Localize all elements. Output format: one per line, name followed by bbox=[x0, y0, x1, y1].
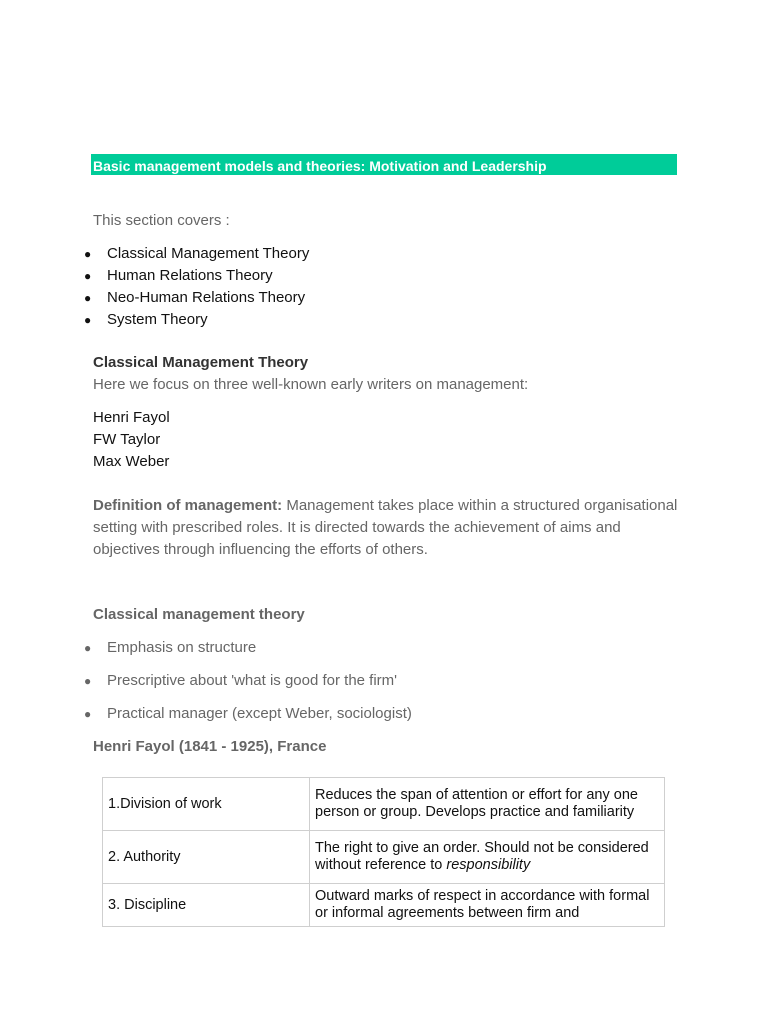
covers-list bbox=[0, 243, 309, 331]
classical-heading: Classical Management Theory bbox=[93, 354, 309, 371]
fayol-heading: Henri Fayol (1841 - 1925), France bbox=[93, 738, 327, 755]
fayol-principles-table bbox=[102, 777, 665, 927]
writer-name: Max Weber bbox=[93, 453, 170, 470]
definition-paragraph bbox=[93, 495, 683, 561]
list-item: ● Classical Management Theory bbox=[0, 243, 309, 265]
principle-cell: 1.Division of work bbox=[103, 778, 310, 831]
definition-label: Definition of management: bbox=[93, 497, 283, 514]
bullet-icon: ● bbox=[84, 641, 92, 655]
banner-title: Basic management models and theories: Motivation and Leadership bbox=[93, 158, 547, 174]
table-row bbox=[103, 778, 665, 831]
bullet-icon: ● bbox=[84, 674, 92, 688]
section-banner bbox=[91, 154, 677, 175]
principle-cell: 2. Authority bbox=[103, 831, 310, 884]
table-row bbox=[103, 884, 665, 927]
bullet-icon: ● bbox=[84, 707, 92, 721]
bullet-icon: ● bbox=[84, 247, 92, 261]
bullet-icon: ● bbox=[84, 269, 92, 283]
description-cell: The right to give an order. Should not be considered without reference to responsibility bbox=[310, 831, 665, 884]
document-page: Basic management models and theories: Motivation and Leadership This section covers : ● Classical Management Theory ● Human Relations Theory ● Neo-Human Relations Theory ● System Theory Classical Management Theory Here we focus on three well-known early writers on management: Henri Fayol FW Taylor Max Weber Definition of management: Management takes place within a structured organisational setting with prescribed roles. It is directed towards the achievement of aims and objectives through influencing the efforts of others. Classical management theory ● Emphasis on structure ● Prescriptive about 'what is good for the firm' ● Practical manager (except Weber, sociologist) Henri Fayol (1841 - 1925), France 1.Division of work Reduces the span of attention or effort for any one person or group. Develops practice and familiarity 2. Authority The right to give an order. Should not be considered without reference to responsibility 3. Discipline Outward marks of respect in accordance with formal or informal agreements between firm and bbox=[0, 0, 768, 1024]
classical-theory-heading: Classical management theory bbox=[93, 606, 305, 623]
classical-focus-text: Here we focus on three well-known early writers on management: bbox=[93, 376, 529, 393]
list-item: ● System Theory bbox=[0, 309, 309, 331]
covers-label: This section covers : bbox=[93, 212, 230, 229]
bullet-icon: ● bbox=[84, 313, 92, 327]
writer-name: FW Taylor bbox=[93, 431, 161, 448]
description-cell: Reduces the span of attention or effort for any one person or group. Develops practice and familiarity bbox=[310, 778, 665, 831]
bullet-icon: ● bbox=[84, 291, 92, 305]
list-item: ● Neo-Human Relations Theory bbox=[0, 287, 309, 309]
description-cell: Outward marks of respect in accordance with formal or informal agreements between firm and bbox=[310, 884, 665, 927]
principle-cell: 3. Discipline bbox=[103, 884, 310, 927]
table-row bbox=[103, 831, 665, 884]
writer-name: Henri Fayol bbox=[93, 409, 170, 426]
list-item: ● Human Relations Theory bbox=[0, 265, 309, 287]
definition-text: Management takes place within a structured organisational setting with prescribed roles. It is directed towards the achievement of aims and objectives through influencing the efforts of others. bbox=[93, 497, 678, 558]
